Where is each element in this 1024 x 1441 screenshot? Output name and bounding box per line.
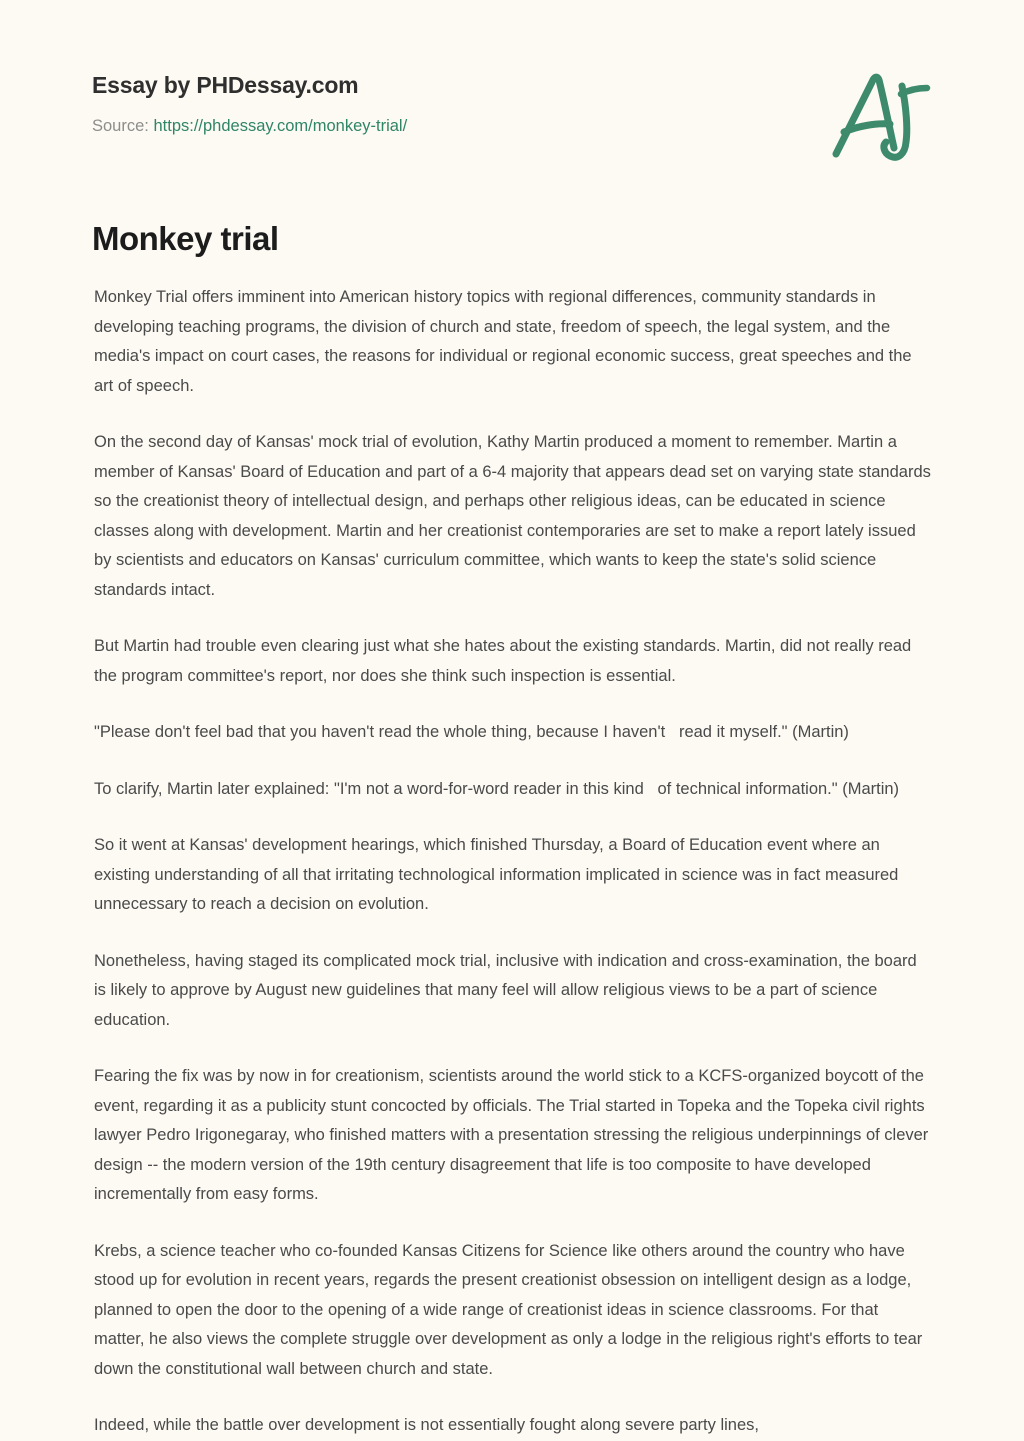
paragraph: But Martin had trouble even clearing just what she hates about the existing standards. Martin, did not really read the program committee's report, nor does she think such inspection is essential. xyxy=(94,637,916,685)
paragraph: Fearing the fix was by now in for creationism, scientists around the world stick to a KCFS-organized boycott of the event, regarding it as a publicity stunt concocted by officials. The Trial started in Topeka and the Topeka civil rights lawyer Pedro Irigonegaray, who finished matters with a presentation stressing the religious underpinnings of clever design -- the modern version of the 19th century disagreement that life is too composite to have developed incrementally from easy forms. xyxy=(94,1067,933,1203)
a-plus-logo-icon xyxy=(820,62,940,170)
a-plus-logo xyxy=(820,62,940,170)
page-title: Monkey trial xyxy=(92,220,279,257)
paragraph-quote: "Please don't feel bad that you haven't read the whole thing, because I haven't read it myself." (Martin) xyxy=(94,723,849,741)
document-body xyxy=(94,283,936,1441)
brand-title: Essay by PHDessay.com xyxy=(92,72,359,98)
source-url-link[interactable]: https://phdessay.com/monkey-trial/ xyxy=(153,116,408,135)
source-label: Source: xyxy=(92,116,149,135)
paragraph: So it went at Kansas' development hearings, which finished Thursday, a Board of Education event where an existing understanding of all that irritating technological information implicated in science was in fact measured unnecessary to reach a decision on evolution. xyxy=(94,836,903,913)
document-header xyxy=(92,72,932,136)
paragraph-truncated: Indeed, while the battle over development is not essentially fought along severe party lines, xyxy=(94,1416,759,1434)
paragraph: Nonetheless, having staged its complicated mock trial, inclusive with indication and cross-examination, the board is likely to approve by August new guidelines that many feel will allow religious views to be a part of science education. xyxy=(94,951,922,1029)
paragraph: On the second day of Kansas' mock trial of evolution, Kathy Martin produced a moment to remember. Martin a member of Kansas' Board of Education and part of a 6-4 majority that appears dead set on varying state standards so the creationist theory of intellectual design, and perhaps other religious ideas, can be educated in science classes along with development. Martin and her creationist contemporaries are set to make a report lately issued by scientists and educators on Kansas' curriculum committee, which wants to keep the state's solid science standards intact. xyxy=(94,433,936,599)
paragraph: Krebs, a science teacher who co-founded Kansas Citizens for Science like others around the country who have stood up for evolution in recent years, regards the present creationist obsession on intelligent design as a lodge, planned to open the door to the opening of a wide range of creationist ideas in science classrooms. For that matter, he also views the complete struggle over development as only a lodge in the religious right's efforts to tear down the constitutional wall between church and state. xyxy=(94,1241,927,1378)
source-line xyxy=(92,117,932,137)
paragraph: Monkey Trial offers imminent into American history topics with regional differences, community standards in developing teaching programs, the division of church and state, freedom of speech, the legal system, and the media's impact on court cases, the reasons for individual or regional economic success, great speeches and the art of speech. xyxy=(94,288,917,395)
paragraph-quote: To clarify, Martin later explained: "I'm not a word-for-word reader in this kind of technical information." (Martin) xyxy=(94,779,900,798)
